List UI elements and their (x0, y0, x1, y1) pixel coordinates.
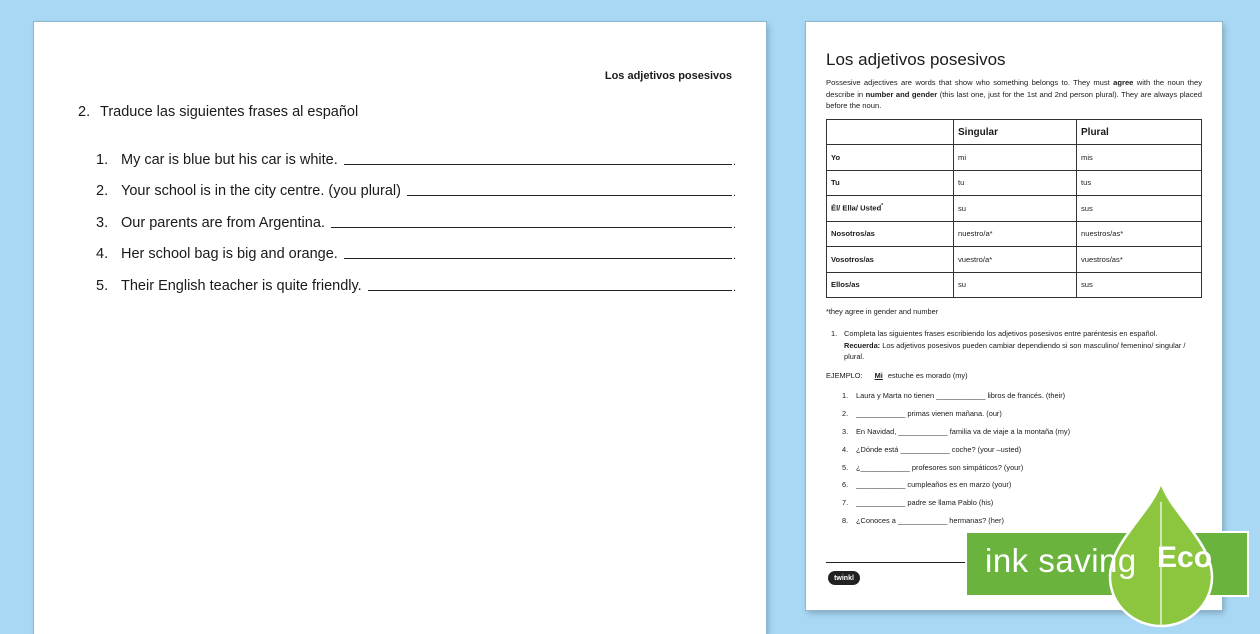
sentence-text: Our parents are from Argentina. (121, 214, 325, 231)
singular-cell: su (954, 272, 1077, 298)
table-row (827, 221, 1202, 247)
page-title: Los adjetivos posesivos (826, 50, 1006, 69)
table-header: Plural (1077, 120, 1202, 145)
eco-label: Eco (1157, 541, 1213, 574)
possessive-table (826, 119, 1202, 298)
answer-line (407, 195, 732, 196)
exercise-number: 1. (831, 329, 838, 338)
pronoun-cell: Vosotros/as (827, 247, 954, 273)
worksheet-page-left (34, 22, 766, 634)
item-number: 8. (842, 515, 849, 525)
eco-text: ink saving (985, 542, 1137, 579)
item-text: ____________ cumpleaños es en marzo (your) (856, 480, 1012, 490)
plural-cell: sus (1077, 196, 1202, 222)
singular-cell: vuestro/a* (954, 247, 1077, 273)
table-row (827, 170, 1202, 196)
reminder-label: Recuerda: (844, 340, 881, 350)
plural-cell: sus (1077, 272, 1202, 298)
list-item (842, 423, 1202, 441)
intro-bold: number and gender (865, 89, 938, 99)
instruction-number: 2. (78, 104, 91, 120)
list-item (96, 136, 732, 168)
sentence-text: My car is blue but his car is white. (121, 151, 338, 168)
pronoun-cell: Él/ Ella/ Usted* (827, 196, 954, 222)
item-number: 1. (96, 151, 109, 168)
item-number: 5. (96, 277, 109, 294)
singular-cell: tu (954, 170, 1077, 196)
plural-cell: nuestros/as* (1077, 221, 1202, 247)
answer-line (331, 227, 732, 228)
intro-bold: agree (1113, 78, 1134, 87)
table-row (827, 196, 1202, 222)
intro-text: Possesive adjectives are words that show who something belongs to. They must (826, 78, 1114, 87)
singular-cell: su (954, 196, 1077, 222)
plural-cell: vuestros/as* (1077, 247, 1202, 273)
item-number: 1. (842, 391, 849, 401)
singular-cell: nuestro/a* (954, 221, 1077, 247)
instruction (78, 104, 358, 120)
twinkl-logo: twinkl (828, 571, 860, 585)
list-item (842, 405, 1202, 423)
exercise-body (844, 328, 1202, 363)
answer-line (368, 290, 732, 291)
table-header: Singular (954, 120, 1077, 145)
item-number: 3. (842, 426, 849, 436)
plural-cell: tus (1077, 170, 1202, 196)
table-row (827, 145, 1202, 171)
item-number: 5. (842, 462, 849, 472)
pronoun-cell: Yo (827, 145, 954, 171)
item-text: ¿Dónde está ____________ coche? (your –usted) (856, 444, 1022, 454)
exercise-instruction (826, 328, 1202, 363)
list-item (842, 458, 1202, 476)
item-number: 2. (842, 409, 849, 419)
list-item (96, 262, 732, 294)
sentence-text: Your school is in the city centre. (you plural) (121, 183, 401, 199)
item-number: 6. (842, 480, 849, 490)
item-text: ____________ primas vienen mañana. (our) (856, 409, 1002, 419)
page-header: Los adjetivos posesivos (604, 70, 732, 82)
list-item (96, 231, 732, 263)
translation-list (96, 136, 732, 294)
singular-cell: mi (954, 145, 1077, 171)
sentence-text: Their English teacher is quite friendly. (121, 277, 362, 294)
table-row (827, 247, 1202, 273)
item-number: 4. (842, 444, 849, 454)
sentence-text: Her school bag is big and orange. (121, 246, 338, 262)
list-item (842, 387, 1202, 405)
footnote: *they agree in gender and number (826, 307, 939, 316)
item-text: Laura y Marta no tienen ____________ libros de francés. (their) (856, 391, 1066, 401)
item-number: 7. (842, 498, 849, 508)
eco-badge (965, 482, 1260, 630)
item-number: 2. (96, 183, 109, 199)
example-label: EJEMPLO: (826, 371, 863, 380)
table-header (827, 120, 954, 145)
example-rest: estuche es morado (my) (887, 371, 968, 380)
list-item (842, 440, 1202, 458)
table-header-row (827, 120, 1202, 145)
item-text: En Navidad, ____________ familia va de viaje a la montaña (my) (856, 426, 1071, 436)
intro-paragraph (826, 77, 1202, 112)
pronoun-text: Él/ Ella/ Usted (831, 204, 882, 214)
reminder-text: Los adjetivos posesivos pueden cambiar dependiendo si son masculino/ femenino/ singular / plural. (844, 340, 1186, 361)
item-text: ¿____________ profesores son simpáticos? (your) (856, 462, 1024, 472)
instruction-text: Traduce las siguientes frases al español (100, 104, 359, 120)
answer-line (344, 164, 732, 165)
item-text: ¿Conoces a ____________ hermanas? (her) (856, 515, 1004, 525)
pronoun-cell: Tu (827, 170, 954, 196)
item-number: 3. (96, 214, 109, 231)
item-text: ____________ padre se llama Pablo (his) (856, 498, 994, 508)
item-number: 4. (96, 246, 109, 262)
table-row (827, 272, 1202, 298)
example-word: Mi (874, 371, 883, 380)
pronoun-cell: Nosotros/as (827, 221, 954, 247)
example (826, 371, 968, 380)
intro-text: (this last one, just for the 1st and 2nd person plural). They are always placed before the noun. (826, 89, 1202, 110)
plural-cell: mis (1077, 145, 1202, 171)
pronoun-cell: Ellos/as (827, 272, 954, 298)
list-item (96, 199, 732, 231)
list-item (96, 168, 732, 200)
intro-text: with the noun they describe in (826, 78, 1202, 99)
exercise-text: Completa las siguientes frases escribiendo los adjetivos posesivos entre paréntesis en español. (844, 329, 1158, 338)
answer-line (344, 258, 732, 259)
